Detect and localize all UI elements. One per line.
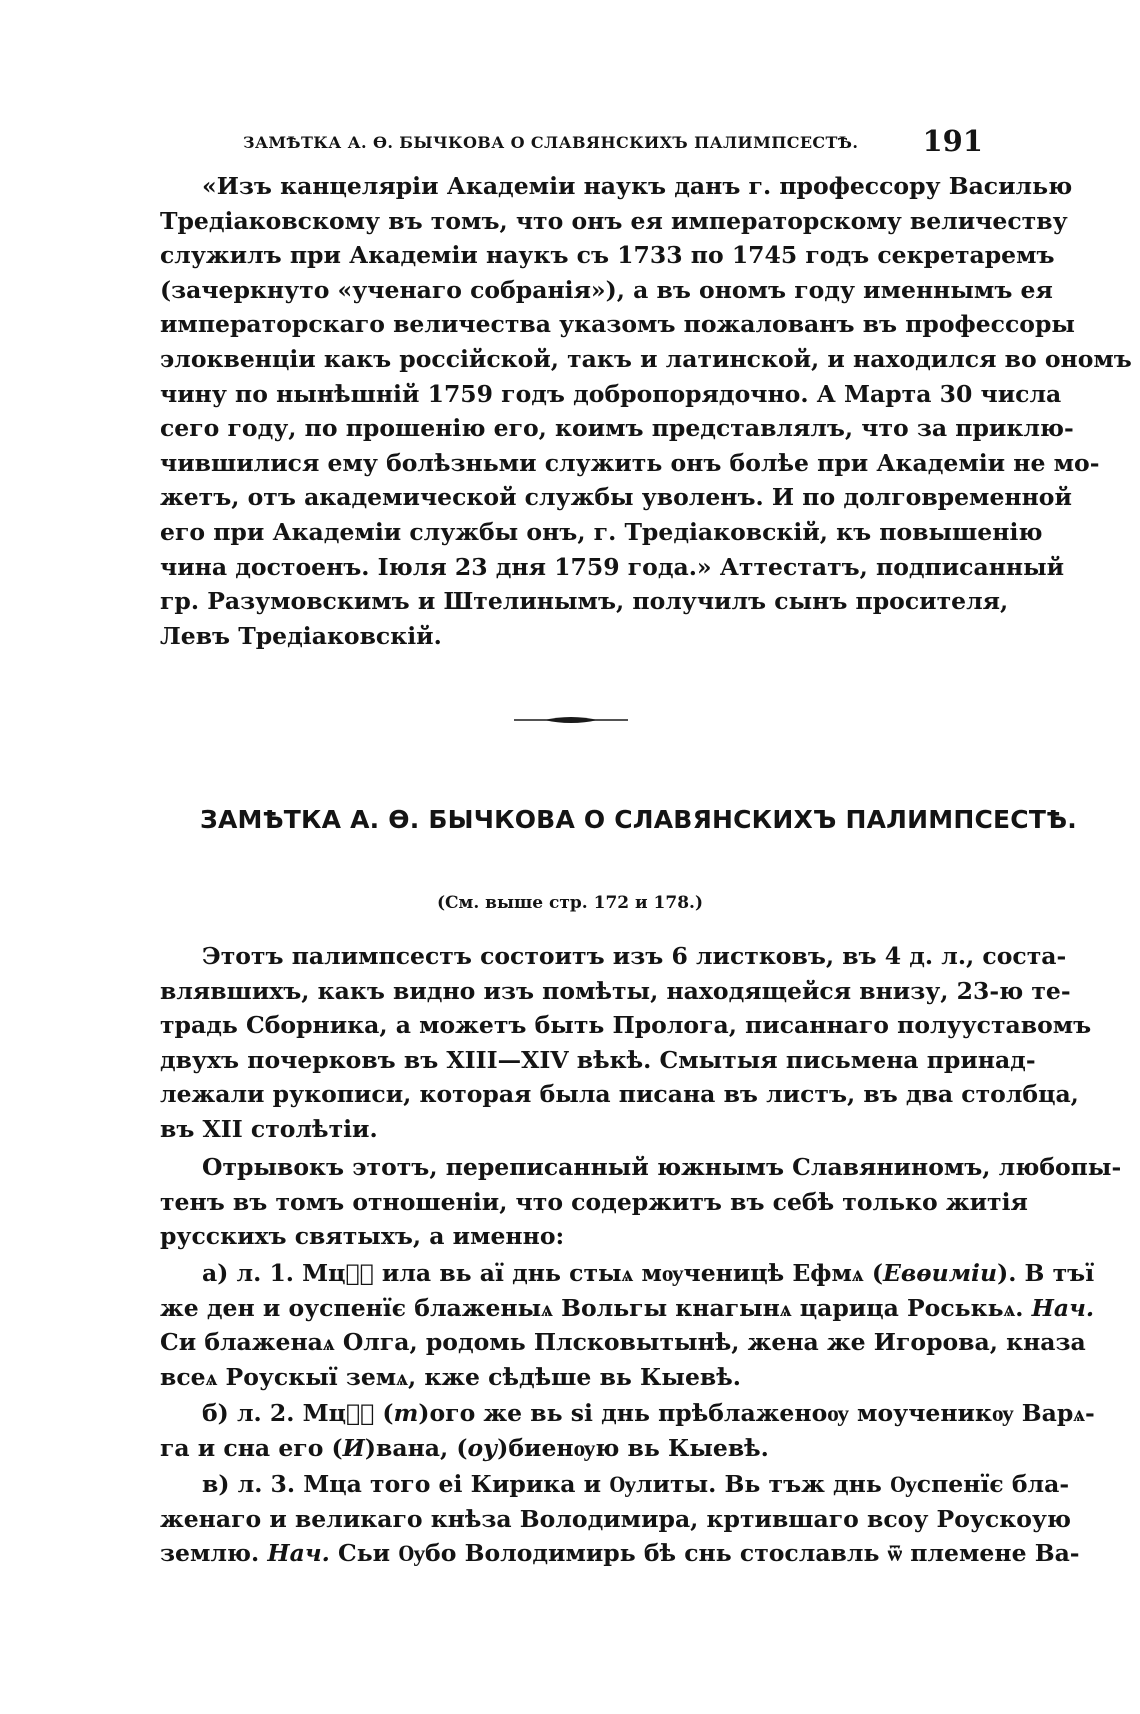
text-line: Тредіаковскому въ томъ, что онъ ея императорскому величеству (160, 206, 1068, 235)
text-line: гр. Разумовскимъ и Штелинымъ, получилъ сынъ просителя, (160, 587, 1009, 616)
running-head (243, 126, 983, 160)
body-paragraph-2 (160, 1150, 1122, 1254)
page-number: 191 (922, 124, 983, 158)
quotation-paragraph (160, 169, 1132, 653)
text-line: элоквенціи какъ россійской, такъ и латинской, и находился во ономъ (160, 344, 1132, 373)
text-line: въ XII столѣтіи. (160, 1114, 378, 1143)
list-item-a (160, 1256, 1095, 1394)
text-line: сего году, по прошенію его, коимъ представлялъ, что за приклю- (160, 414, 1074, 443)
running-head-title: ЗАМѢТКА А. Ѳ. БЫЧКОВА О СЛАВЯНСКИХЪ ПАЛИМПСЕСТѢ. (243, 133, 859, 152)
section-reference: (См. выше стр. 172 и 178.) (436, 893, 704, 913)
text-line: русскихъ святыхъ, а именно: (160, 1222, 565, 1251)
text-line: чившилися ему болѣзньми служить онъ болѣе при Академіи не мо- (160, 448, 1100, 477)
section-title: ЗАМѢТКА А. Ѳ. БЫЧКОВА О СЛАВЯНСКИХЪ ПАЛИМПСЕСТѢ. (200, 805, 1077, 834)
text-line: б) л. 2. Мцⷭ҇ (т)ого же вь ѕі днь прѣблаженоѹ моученикѹ Варѧ- (202, 1399, 1095, 1427)
text-line: землю. Нач. Сьи Ѹбо Володимирь бѣ снь стославль ѿ племене Ва- (160, 1539, 1080, 1568)
list-item-c (160, 1467, 1080, 1571)
text-line: Левъ Тредіаковскій. (160, 621, 442, 650)
text-line: тенъ въ томъ отношеніи, что содержитъ въ себѣ только житія (160, 1187, 1028, 1216)
text-line: всеѧ Роускыї земѧ, кже сѣдѣше вь Кыевѣ. (160, 1362, 741, 1391)
text-line: женаго и великаго кнѣза Володимира, кртившаго всоу Роускоую (160, 1504, 1072, 1533)
text-line: влявшихъ, какъ видно изъ помѣты, находящейся внизу, 23-ю те- (160, 976, 1071, 1005)
text-line: лежали рукописи, которая была писана въ листъ, въ два столбца, (160, 1080, 1079, 1109)
text-line: га и сна его (И)вана, (оу)биенѹю вь Кыевѣ. (160, 1433, 769, 1462)
text-line: служилъ при Академіи наукъ съ 1733 по 1745 годъ секретаремъ (160, 241, 1055, 270)
text-line: «Изъ канцеляріи Академіи наукъ данъ г. профессору Василью (202, 172, 1073, 200)
text-line: традь Сборника, а можетъ быть Пролога, писаннаго полууставомъ (160, 1011, 1092, 1040)
text-line: же ден и оуспенїє блаженыѧ Вольгы кнагынѧ царица Роськьѧ. Нач. (160, 1293, 1095, 1322)
text-line: императорскаго величества указомъ пожалованъ въ профессоры (160, 310, 1075, 339)
text-line: чину по нынѣшній 1759 годъ добропорядочно. А Марта 30 числа (160, 379, 1062, 408)
text-line: в) л. 3. Мца того еі Кирика и Ѹлиты. Вь тъж днь Ѹспенїє бла- (202, 1470, 1070, 1498)
text-line: двухъ почерковъ въ XIII—XIV вѣкѣ. Смытыя письмена принад- (160, 1045, 1036, 1074)
text-line: (зачеркнуто «ученаго собранія»), а въ ономъ году именнымъ ея (160, 275, 1053, 304)
list-item-b (160, 1396, 1095, 1465)
text-line: его при Академіи службы онъ, г. Тредіаковскій, къ повышенію (160, 517, 1043, 546)
text-line: а) л. 1. Мцⷭ҇ ила вь аї днь стыѧ мѹченицѣ Ефмѧ (Евѳиміи). В тъї (202, 1259, 1095, 1287)
body-paragraph-1 (160, 939, 1092, 1147)
text-line: Отрывокъ этотъ, переписанный южнымъ Славяниномъ, любопы- (202, 1153, 1122, 1181)
text-line: чина достоенъ. Іюля 23 дня 1759 года.» Аттестатъ, подписанный (160, 552, 1065, 581)
text-line: Си блаженаѧ Олга, родомь Плсковытынѣ, жена же Игорова, кназа (160, 1328, 1086, 1357)
text-line: Этотъ палимпсестъ состоитъ изъ 6 листковъ, въ 4 д. л., соста- (202, 942, 1067, 970)
text-line: жетъ, отъ академической службы уволенъ. И по долговременной (160, 483, 1072, 512)
section-divider-ornament (514, 715, 628, 725)
